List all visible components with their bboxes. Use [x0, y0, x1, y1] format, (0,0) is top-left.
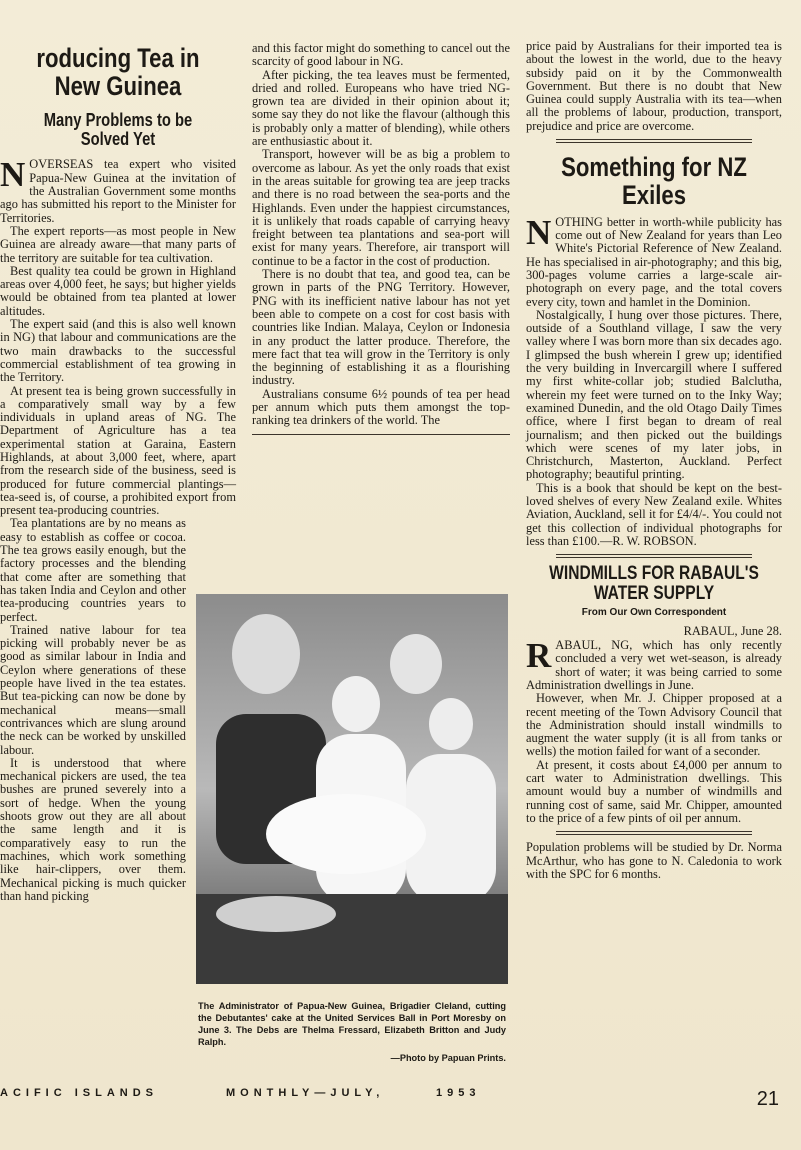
dateline: RABAUL, June 28. — [683, 624, 782, 639]
paragraph: Tea plantations are by no means as easy to establish as coffee or cocoa. The tea grows easily enough, but the factory processes and the blending that come after are something that has taken India and Ceylon and other tea-producing countries years to perfect. — [0, 516, 186, 624]
article-headline: roducing Tea in New Guinea — [36, 43, 200, 102]
article-body — [526, 212, 782, 548]
photo-caption: The Administrator of Papua-New Guinea, Brigadier Cleland, cutting the Debutantes' cake at the United Services Ball in Port Moresby on June 3. The Debs are Thelma Fressard, Elizabeth Britton and Judy Ralph. —Photo by Papuan Prints. — [198, 1001, 506, 1063]
issue-year: 1953 — [436, 1087, 481, 1099]
divider — [556, 831, 752, 835]
drop-cap: R — [526, 636, 552, 676]
paragraph: NOTHING better in worth-while publicity has come out of New Zealand for years than Leo White's Pictorial Reference of New Zealand. He has specialised in air-photography; and this big, 300-pages volume carries a large-scale air-photograph on every page, and the total covers every city, town and hamlet in the Dominion. — [526, 212, 782, 309]
paragraph: It is understood that where mechanical pickers are used, the tea bushes are pruned severely into a sort of hedge. When the young shoots grow out they are all about the same length and it is comparatively easy to run the machines, which work something like hair-clippers, over them. Mechanical picking is much quicker than hand picking — [0, 755, 186, 903]
article-subhead: Many Problems to be Solved Yet — [43, 109, 193, 149]
article-headline: WINDMILLS FOR RABAUL'S WATER SUPPLY — [549, 563, 759, 605]
page-number: 21 — [756, 1088, 779, 1110]
paragraph: price paid by Australians for their imported tea is about the lowest in the world, due to the heavy subsidy paid on it by the Commonwealth Government. But there is no doubt that New Guinea could supply Australia with its tea—when all the problems of labour, production, transport, prejudice and price are overcome. — [526, 39, 782, 133]
article-body-narrow — [0, 517, 186, 903]
paragraph: At present, it costs about £4,000 per annum to cart water to Administration dwellings. This amount would buy a number of windmills and running cost of same, said Mr. Chipper, amounted to the price of a few pints of oil per annum. — [526, 757, 782, 825]
publication-name: ACIFIC ISLANDS — [0, 1087, 158, 1099]
paragraph: This is a book that should be kept on the best-loved shelves of every New Zealand exile. Whites Aviation, Auckland, sell it for £4/4/-. You could not get this collection of individual photographs for less than £100.—R. W. ROBSON. — [526, 480, 782, 548]
article-body — [252, 42, 510, 428]
news-brief — [526, 841, 782, 881]
article-body — [526, 40, 782, 133]
paragraph: The expert said (and this is also well known in NG) that labour and communications are the two main drawbacks to the successful commercial establishment of tea growing in the Territory. — [0, 317, 236, 385]
paragraph: NOVERSEAS tea expert who visited Papua-New Guinea at the invitation of the Australian Government some months ago has submitted his report to the Minister for Territories. — [0, 155, 236, 225]
paragraph: There is no doubt that tea, and good tea, can be grown in parts of the PNG Territory. However, PNG with its inefficient native labour has not yet been able to compete on a cost for cost basis with countries like Indian. Malaya, Ceylon or Indonesia in any product the latter produce. Therefore, the mere fact that tea will grow in the Territory is only the beginning of establishing it as a flourishing industry. — [252, 267, 510, 388]
article-body — [0, 155, 236, 518]
paragraph: and this factor might do something to cancel out the scarcity of good labour in NG. — [252, 41, 510, 69]
photo-credit: —Photo by Papuan Prints. — [390, 1053, 506, 1063]
paragraph: Population problems will be studied by Dr. Norma McArthur, who has gone to N. Caledonia to work with the SPC for 6 months. — [526, 840, 782, 881]
divider — [556, 554, 752, 558]
drop-cap: N — [0, 155, 26, 195]
byline: From Our Own Correspondent — [581, 607, 727, 619]
paragraph: However, when Mr. J. Chipper proposed at a recent meeting of the Town Advisory Council that the Administration should install windmills to augment the water supply (it is all from tanks or wells) the motion failed for want of a seconder. — [526, 691, 782, 759]
drop-cap: N — [526, 212, 552, 252]
paragraph: Trained native labour for tea picking will probably never be as good as similar labour in India and Ceylon where generations of these people have lived in the tea estates. But tea-picking can now be done by mechanical means—small contrivances which are slung around the neck can be worked by unskilled labour. — [0, 622, 186, 757]
debutantes-photo — [196, 594, 508, 984]
paragraph: At present tea is being grown successfully in a comparatively small way by a few individuals in upland areas of NG. The Department of Agriculture has a tea experimental station at Garaina, Eastern Highlands, at about 3,000 feet, where, apart from the research side of the business, seed is produced for future commercial plantings—tea-seed is, of course, a prohibited export from present tea-producing countries. — [0, 383, 236, 518]
divider — [556, 139, 752, 143]
article-body — [526, 636, 782, 825]
photo-image — [196, 594, 508, 984]
paragraph: Best quality tea could be grown in Highland areas over 4,000 feet, he says; but higher yields would be obtained from tea planted at lower altitudes. — [0, 263, 236, 318]
paragraph: The expert reports—as most people in New Guinea are already aware—that many parts of the territory are suitable for tea cultivation. — [0, 223, 236, 265]
paragraph: Nostalgically, I hung over those pictures. There, outside of a Southland village, I saw the very valley where I was born more than six decades ago. I glimpsed the bush wherein I grew up; identified the very building in Invercargill where I suffered my first white-collar job; studied Balclutha, wherein my feet were turned on to the Inky Way; examined Dunedin, and the old Otago Daily Times office, where I first began to dream of real journalism; and then picked out the buildings which were scenes of my later jobs, in Christchurch, Masterton, Auckland. Perfect photography; beautiful printing. — [526, 307, 782, 482]
paragraph: Australians consume 6½ pounds of tea per head per annum which puts them amongst the top-ranking tea drinkers of the world. The — [252, 386, 510, 428]
column-right — [526, 40, 782, 881]
paragraph: After picking, the tea leaves must be fermented, dried and rolled. Europeans who have tried NG-grown tea are divided in their opinion about it; some say they do not like the flavour (although this is probably only a matter of blending), while others are enthusiastic about it. — [252, 67, 510, 149]
article-headline: Something for NZ Exiles — [561, 152, 747, 211]
column-middle — [252, 42, 510, 441]
divider — [252, 434, 510, 435]
page-footer — [0, 1087, 801, 1109]
paragraph: Transport, however will be as big a problem to overcome as labour. As yet the only roads that exist in the areas suitable for growing tea are jeep tracks and there is no road between the sea-ports and the Highlands. Even under the happiest circumstances, it is unlikely that roads capable of carrying heavy freight between tea plantations and sea-port will exist for many years. Therefore, air transport will continue to be a factor in the cost of production. — [252, 147, 510, 268]
paragraph: RABAUL, NG, which has only recently concluded a very wet wet-season, is already short of water; it was being carried to some Administration dwellings in June. — [526, 636, 782, 692]
issue-label: MONTHLY—JULY, — [226, 1087, 385, 1099]
